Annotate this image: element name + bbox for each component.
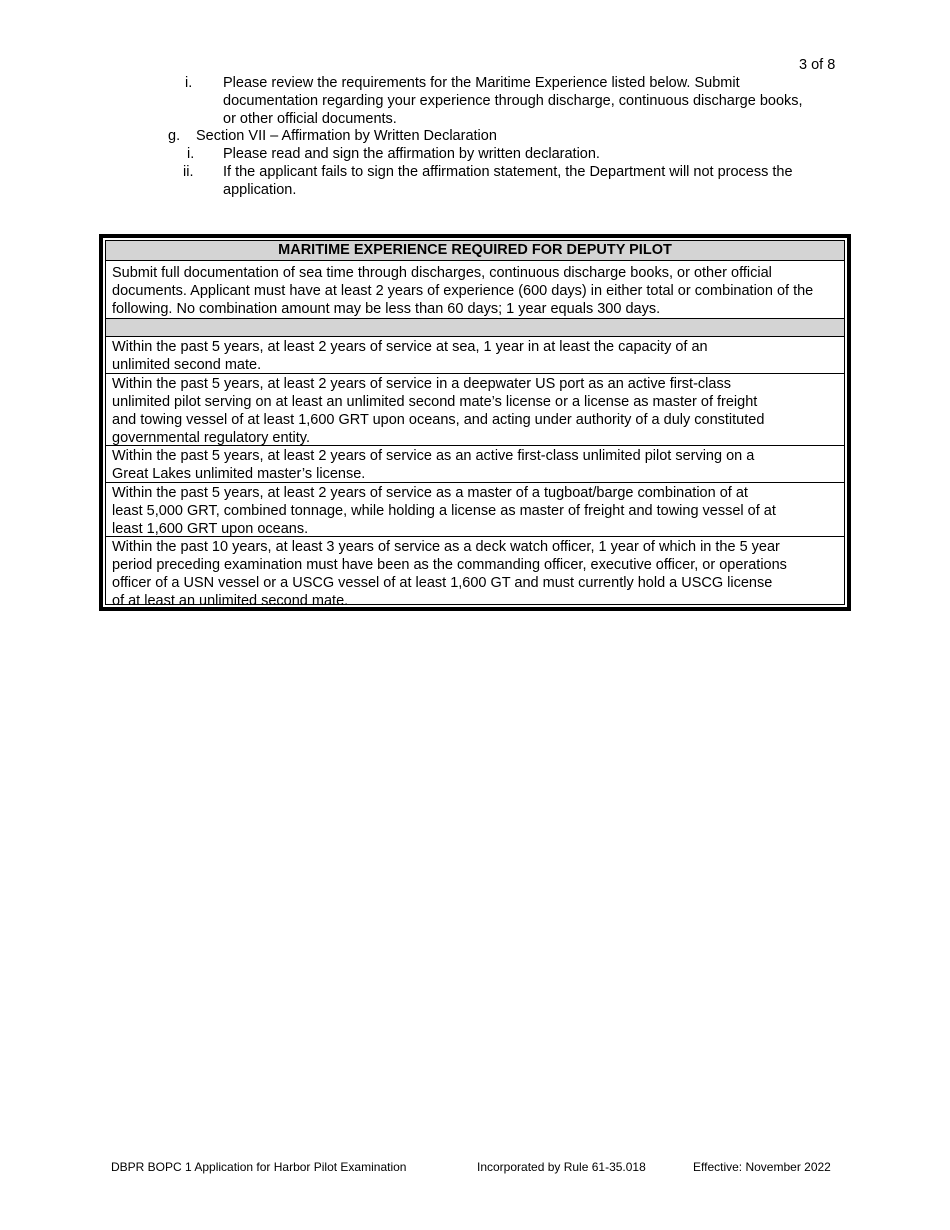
instruction-text: If the applicant fails to sign the affirmation statement, the Department will not process the application.	[223, 164, 793, 198]
table-spacer-row	[106, 319, 844, 337]
table-cell-text: Within the past 10 years, at least 3 years of service as a deck watch officer, 1 year of which in the 5 year period preceding examination must have been as the commanding officer, executive officer, or operations officer of a USN vessel or a USCG vessel of at least 1,600 GT and must currently hold a USCG license of at least an unlimited second mate.	[112, 539, 787, 609]
table-intro-text: Submit full documentation of sea time through discharges, continuous discharge books, or other official documents. Applicant must have at least 2 years of experience (600 days) in either total or combination of the following. No combination amount may be less than 60 days; 1 year equals 300 days.	[112, 265, 814, 317]
table-body	[105, 240, 845, 609]
instruction-text: Please review the requirements for the Maritime Experience listed below. Submit documentation regarding your experience through discharge, continuous discharge books, or other official documents.	[223, 75, 803, 127]
page-number: 3 of 8	[799, 57, 836, 73]
table-cell-text: Within the past 5 years, at least 2 years of service as a master of a tugboat/barge combination of at least 5,000 GRT, combined tonnage, while holding a license as master of freight and towing vessel of at least 1,600 GRT upon oceans.	[112, 485, 776, 537]
instruction-text: Please read and sign the affirmation by written declaration.	[223, 146, 600, 162]
table-header	[106, 241, 844, 261]
table-row	[106, 483, 844, 537]
footer-rule: Incorporated by Rule 61-35.018	[477, 1160, 646, 1174]
list-marker: g.	[168, 128, 181, 144]
list-marker: i.	[187, 146, 195, 162]
maritime-experience-table	[99, 234, 851, 611]
table-cell-text: Within the past 5 years, at least 2 years of service as an active first-class unlimited pilot serving on a Great Lakes unlimited master’s license.	[112, 448, 755, 482]
table-header-text: MARITIME EXPERIENCE REQUIRED FOR DEPUTY PILOT	[278, 242, 672, 258]
table-row	[106, 337, 844, 374]
section-title: Section VII – Affirmation by Written Declaration	[196, 128, 497, 144]
table-row	[106, 537, 844, 608]
table-cell-text: Within the past 5 years, at least 2 years of service at sea, 1 year in at least the capacity of an unlimited second mate.	[112, 339, 708, 373]
footer-effective-date: Effective: November 2022	[693, 1160, 831, 1174]
list-marker: i.	[185, 75, 193, 91]
table-intro-row	[106, 261, 844, 319]
table-row	[106, 374, 844, 446]
table-cell-text: Within the past 5 years, at least 2 years of service in a deepwater US port as an active first-class unlimited pilot serving on at least an unlimited second mate’s license or a license as master of freight and towing vessel of at least 1,600 GRT upon oceans, and acting under authority of a duly constituted governmental regulatory entity.	[112, 376, 765, 446]
footer-form-title: DBPR BOPC 1 Application for Harbor Pilot Examination	[111, 1160, 407, 1174]
list-marker: ii.	[183, 164, 194, 180]
table-row	[106, 446, 844, 483]
